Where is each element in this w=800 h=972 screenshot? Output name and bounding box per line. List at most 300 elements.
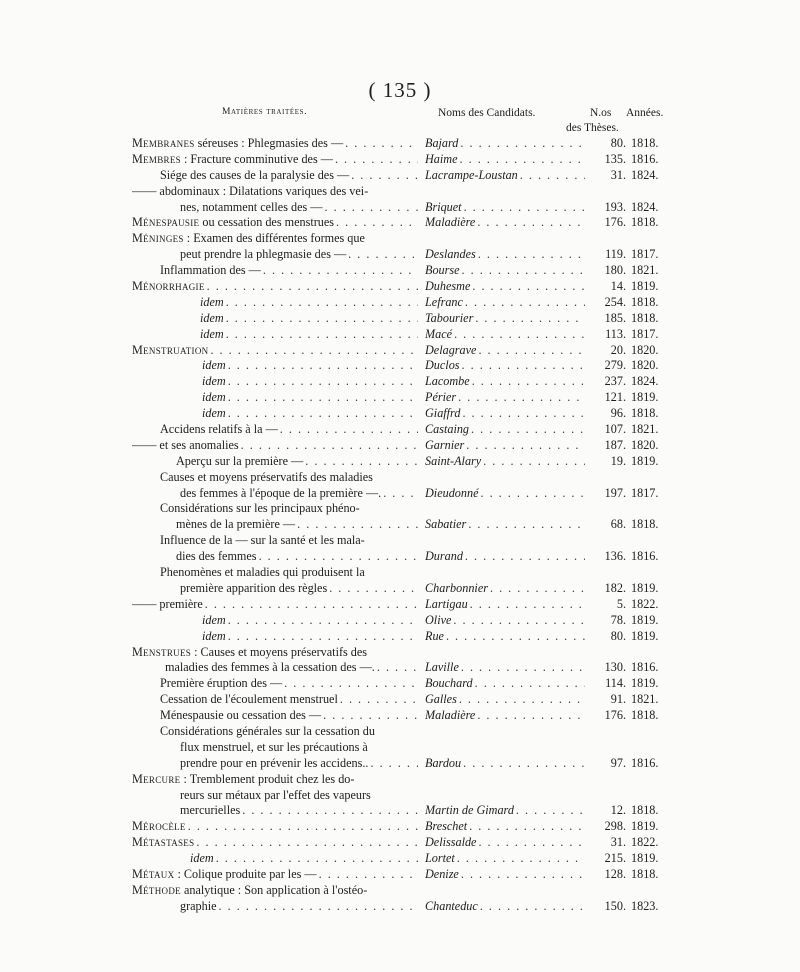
subject [132, 215, 418, 231]
subject-text: Cessation de l'écoulement menstruel [160, 692, 338, 707]
thesis-number: 176. [604, 708, 626, 723]
candidate-name [425, 835, 585, 851]
subject [132, 867, 418, 883]
subject-text: Phenomènes et maladies qui produisent la [160, 565, 365, 580]
table-row [0, 629, 800, 645]
subject-keyword: Méninges [132, 231, 184, 246]
subject-text: Siége des causes de la paralysie des — [160, 167, 350, 182]
thesis-number: 180. [604, 263, 626, 278]
thesis-number: 91. [610, 692, 626, 707]
dot-leader [370, 756, 418, 772]
thesis-year: 1819. [631, 453, 659, 468]
subject-text: : Tremblement produit chez les do- [180, 771, 355, 786]
subject-keyword: Mérocèle [132, 819, 186, 834]
subject-text: peut prendre la phlegmasie des — [180, 247, 347, 262]
thesis-year: 1824. [631, 199, 659, 214]
thesis-year: 1816. [631, 755, 659, 770]
table-row [0, 438, 800, 454]
thesis-number: 96. [610, 406, 626, 421]
candidate-name-text: Tabourier [425, 310, 474, 325]
table-row [0, 788, 800, 804]
dot-leader [477, 708, 585, 724]
thesis-year: 1818. [631, 310, 659, 325]
dot-leader [463, 756, 585, 772]
dot-leader [305, 454, 418, 470]
candidate-name [425, 390, 585, 406]
candidate-name [425, 803, 585, 819]
thesis-year: 1824. [631, 374, 659, 389]
candidate-name-text: Lortet [425, 851, 455, 866]
subject [132, 231, 418, 247]
thesis-year: 1823. [631, 898, 659, 913]
table-row [0, 645, 800, 661]
subject [132, 597, 418, 613]
subject [202, 613, 418, 629]
subject [132, 835, 418, 851]
table-row [0, 772, 800, 788]
table-row [0, 581, 800, 597]
subject [132, 343, 418, 359]
table-row [0, 231, 800, 247]
subject-text: Considérations sur les principaux phéno- [160, 501, 360, 516]
subject-text: idem [202, 628, 226, 643]
candidate-name-text: Maladière [425, 708, 476, 723]
table-row [0, 851, 800, 867]
subject-keyword: Membranes [132, 136, 195, 150]
subject [160, 501, 418, 517]
table-row [0, 136, 800, 152]
thesis-number: 31. [610, 167, 626, 182]
subject [132, 645, 418, 661]
subject-keyword: Métastases [132, 835, 195, 850]
subject-text: idem [200, 294, 224, 309]
subject-keyword: Menstruation [132, 342, 209, 357]
table-row [0, 406, 800, 422]
candidate-name [425, 422, 585, 438]
candidate-name-text: Breschet [425, 819, 468, 834]
candidate-name-text: Martin de Gimard [425, 803, 514, 818]
candidate-name [425, 660, 585, 676]
candidate-name [425, 867, 585, 883]
candidate-name-text: Sabatier [425, 517, 467, 532]
table-row [0, 899, 800, 915]
candidate-name-text: Lefranc [425, 294, 463, 309]
table-row [0, 215, 800, 231]
subject-keyword: Membres [132, 151, 181, 166]
table-row [0, 740, 800, 756]
thesis-year: 1819. [631, 819, 659, 834]
dot-leader [242, 803, 418, 819]
candidate-name-text: Rue [425, 628, 444, 643]
subject [132, 184, 418, 200]
table-row [0, 835, 800, 851]
table-row [0, 327, 800, 343]
candidate-name-text: Denize [425, 866, 459, 881]
subject-text: : Causes et moyens préservatifs des [191, 644, 368, 659]
candidate-name-text: Duhesme [425, 279, 471, 294]
dot-leader [461, 867, 585, 883]
dot-leader [516, 803, 585, 819]
subject [180, 247, 418, 263]
table-row [0, 454, 800, 470]
thesis-year: 1820. [631, 342, 659, 357]
dot-leader [335, 152, 418, 168]
dot-leader [459, 692, 585, 708]
dot-leader [446, 629, 585, 645]
dot-leader [345, 136, 418, 152]
dot-leader [490, 581, 585, 597]
dot-leader [228, 374, 418, 390]
thesis-number: 119. [605, 247, 626, 262]
header-annees: Années. [626, 107, 664, 119]
dot-leader [297, 517, 418, 533]
thesis-year: 1820. [631, 358, 659, 373]
subject-text: ou cessation des menstrues [199, 215, 335, 230]
dot-leader [461, 660, 585, 676]
dot-leader [453, 613, 585, 629]
candidate-name-text: Duclos [425, 358, 460, 373]
dot-leader [226, 295, 418, 311]
thesis-year: 1822. [631, 835, 659, 850]
subject-text: —— et ses anomalies [132, 437, 239, 452]
thesis-year: 1819. [631, 628, 659, 643]
candidate-name-text: Bourse [425, 263, 460, 278]
thesis-year: 1818. [631, 406, 659, 421]
thesis-number: 19. [610, 453, 626, 468]
dot-leader [475, 676, 585, 692]
candidate-name [425, 676, 585, 692]
dot-leader [323, 708, 418, 724]
thesis-year: 1819. [631, 676, 659, 691]
subject-text: idem [200, 310, 224, 325]
thesis-number: 68. [610, 517, 626, 532]
subject [180, 740, 418, 756]
candidate-name [425, 486, 585, 502]
subject-text: reurs sur métaux par l'effet des vapeurs [180, 787, 371, 802]
header-numero: N.os [590, 107, 612, 119]
dot-leader [475, 311, 585, 327]
dot-leader [483, 454, 585, 470]
subject-text: idem [202, 374, 226, 389]
dot-leader [228, 358, 418, 374]
candidate-name-text: Chanteduc [425, 898, 478, 913]
table-row [0, 613, 800, 629]
thesis-year: 1816. [631, 151, 659, 166]
subject-text: idem [202, 406, 226, 421]
table-row [0, 819, 800, 835]
candidate-name [425, 295, 585, 311]
dot-leader [458, 390, 585, 406]
dot-leader [263, 263, 418, 279]
candidate-name-text: Laville [425, 660, 459, 675]
subject-text: —— première [132, 596, 203, 611]
subject-keyword: Métaux [132, 866, 175, 881]
thesis-number: 150. [604, 898, 626, 913]
subject [180, 899, 418, 915]
candidate-name-text: Briquet [425, 199, 462, 214]
dot-leader [477, 215, 585, 231]
candidate-name [425, 311, 585, 327]
subject-keyword: Ménespausie [132, 215, 200, 230]
subject-text: idem [202, 390, 226, 405]
dot-leader [478, 247, 585, 263]
dot-leader [480, 899, 585, 915]
table-row [0, 200, 800, 216]
subject-text: maladies des femmes à la cessation des —. [165, 660, 375, 675]
table-row [0, 184, 800, 200]
dot-leader [462, 406, 585, 422]
table-row [0, 295, 800, 311]
candidate-name [425, 327, 585, 343]
candidate-name-text: Dieudonné [425, 485, 479, 500]
subject [132, 152, 418, 168]
dot-leader [478, 343, 585, 359]
subject [180, 200, 418, 216]
subject [132, 883, 418, 899]
candidate-name [425, 279, 585, 295]
candidate-name [425, 899, 585, 915]
candidate-name-text: Garnier [425, 437, 465, 452]
candidate-name-text: Galles [425, 692, 457, 707]
subject [165, 660, 418, 676]
table-row [0, 390, 800, 406]
dot-leader [348, 247, 418, 263]
dot-leader [226, 311, 418, 327]
thesis-year: 1821. [631, 263, 659, 278]
candidate-name [425, 819, 585, 835]
thesis-number: 121. [604, 390, 626, 405]
subject [176, 454, 418, 470]
subject [132, 438, 418, 454]
thesis-number: 197. [604, 485, 626, 500]
page-number: ( 135 ) [368, 78, 432, 102]
thesis-year: 1818. [631, 136, 659, 150]
subject [200, 327, 418, 343]
thesis-number: 107. [604, 422, 626, 437]
thesis-year: 1818. [631, 294, 659, 309]
candidate-name [425, 200, 585, 216]
subject [160, 533, 418, 549]
candidate-name [425, 358, 585, 374]
thesis-number: 193. [604, 199, 626, 214]
dot-leader [228, 629, 418, 645]
table-row [0, 358, 800, 374]
candidate-name-text: Bouchard [425, 676, 473, 691]
thesis-year: 1819. [631, 580, 659, 595]
thesis-number: 254. [604, 294, 626, 309]
table-row [0, 676, 800, 692]
thesis-year: 1819. [631, 279, 659, 294]
subject [160, 565, 418, 581]
thesis-number: 176. [604, 215, 626, 230]
thesis-year: 1819. [631, 851, 659, 866]
subject-text: idem [202, 358, 226, 373]
subject-text: Accidens relatifs à la — [160, 422, 278, 437]
dot-leader [478, 835, 585, 851]
subject-text: —— abdominaux : Dilatations variques des vei- [132, 183, 369, 198]
subject-text: Causes et moyens préservatifs des maladies [160, 469, 373, 484]
subject-text: Première éruption des — [160, 676, 283, 691]
candidate-name-text: Delissalde [425, 835, 477, 850]
table-row [0, 422, 800, 438]
subject-text: prendre pour en prévenir les accidens.. [180, 755, 369, 770]
dot-leader [207, 279, 418, 295]
dot-leader [188, 819, 418, 835]
table-row [0, 756, 800, 772]
table-row [0, 311, 800, 327]
dot-leader [472, 279, 585, 295]
dot-leader [210, 343, 418, 359]
table-row [0, 883, 800, 899]
table-row [0, 374, 800, 390]
candidate-name [425, 152, 585, 168]
dot-leader [241, 438, 418, 454]
table-row [0, 263, 800, 279]
candidate-name [425, 549, 585, 565]
thesis-number: 12. [610, 803, 626, 818]
dot-leader [336, 215, 418, 231]
candidate-name [425, 581, 585, 597]
dot-leader [468, 517, 585, 533]
subject-text: Aperçu sur la première — [176, 453, 304, 468]
subject-text: première apparition des règles [180, 580, 328, 595]
candidate-name [425, 406, 585, 422]
candidate-name-text: Périer [425, 390, 457, 405]
subject [160, 676, 418, 692]
header-numero-line2: des Thèses. [566, 122, 619, 134]
candidate-name-text: Durand [425, 549, 463, 564]
dot-leader [470, 597, 585, 613]
table-row [0, 549, 800, 565]
candidate-name-text: Deslandes [425, 247, 476, 262]
subject [202, 629, 418, 645]
subject-keyword: Mercure [132, 771, 181, 786]
subject [202, 406, 418, 422]
subject [180, 788, 418, 804]
thesis-number: 187. [604, 437, 626, 452]
thesis-number: 136. [604, 549, 626, 564]
subject [132, 279, 418, 295]
dot-leader [520, 168, 585, 184]
subject-text: Ménespausie ou cessation des — [160, 708, 322, 723]
subject [160, 422, 418, 438]
table-row [0, 533, 800, 549]
subject-text: Inflammation des — [160, 263, 261, 278]
table-row [0, 565, 800, 581]
subject-text: : Examen des différentes formes que [183, 231, 365, 246]
candidate-name-text: Saint-Alary [425, 453, 482, 468]
thesis-number: 14. [610, 279, 626, 294]
thesis-number: 128. [604, 866, 626, 881]
thesis-year: 1818. [631, 517, 659, 532]
subject-keyword: Méthode [132, 882, 181, 897]
candidate-name-text: Charbonnier [425, 580, 488, 595]
candidate-name-text: Bardou [425, 755, 462, 770]
thesis-number: 20. [610, 342, 626, 357]
thesis-number: 31. [610, 835, 626, 850]
thesis-number: 130. [604, 660, 626, 675]
candidate-name [425, 851, 585, 867]
dot-leader [284, 676, 418, 692]
candidate-name [425, 613, 585, 629]
candidate-name-text: Macé [425, 326, 453, 341]
dot-leader [469, 819, 585, 835]
subject [202, 390, 418, 406]
thesis-number: 182. [604, 580, 626, 595]
subject [160, 692, 418, 708]
dot-leader [340, 692, 418, 708]
subject [160, 168, 418, 184]
dot-leader [228, 406, 418, 422]
thesis-number: 97. [610, 755, 626, 770]
dot-leader [219, 899, 418, 915]
candidate-name-text: Bajard [425, 136, 459, 150]
dot-leader [228, 613, 418, 629]
candidate-name [425, 136, 585, 152]
subject [190, 851, 418, 867]
subject-text: séreuses : Phlegmasies des — [194, 136, 344, 150]
subject-text: : Fracture comminutive des — [180, 151, 333, 166]
candidate-name [425, 454, 585, 470]
dot-leader [457, 851, 585, 867]
subject [132, 136, 418, 152]
thesis-number: 279. [604, 358, 626, 373]
dot-leader [383, 486, 418, 502]
thesis-year: 1821. [631, 422, 659, 437]
subject-text: mènes de la première — [176, 517, 296, 532]
thesis-year: 1820. [631, 437, 659, 452]
table-row [0, 803, 800, 819]
subject-text: dies des femmes [176, 549, 257, 564]
candidate-name [425, 343, 585, 359]
entry-list [0, 136, 800, 915]
subject-text: Influence de la — sur la santé et les mala- [160, 533, 365, 548]
candidate-name-text: Castaing [425, 422, 470, 437]
candidate-name [425, 374, 585, 390]
candidate-name [425, 263, 585, 279]
table-row [0, 692, 800, 708]
subject [180, 756, 418, 772]
candidate-name-text: Delagrave [425, 342, 477, 357]
thesis-number: 185. [604, 310, 626, 325]
subject-text: flux menstruel, et sur les précautions à [180, 739, 368, 754]
subject-text: des femmes à l'époque de la première —. [180, 485, 382, 500]
dot-leader [466, 438, 585, 454]
table-row [0, 517, 800, 533]
dot-leader [259, 549, 418, 565]
header-matieres: Matières traitées. [222, 107, 308, 117]
subject [200, 311, 418, 327]
table-row [0, 152, 800, 168]
candidate-name-text: Haime [425, 151, 458, 166]
candidate-name [425, 215, 585, 231]
subject-text: graphie [180, 898, 217, 913]
table-row [0, 867, 800, 883]
table-row [0, 168, 800, 184]
subject [180, 803, 418, 819]
dot-leader [325, 200, 419, 216]
thesis-number: 298. [604, 819, 626, 834]
candidate-name [425, 168, 585, 184]
subject [180, 581, 418, 597]
dot-leader [319, 867, 418, 883]
table-row [0, 597, 800, 613]
candidate-name-text: Olive [425, 612, 452, 627]
candidate-name [425, 597, 585, 613]
thesis-year: 1819. [631, 390, 659, 405]
subject-text: Considérations générales sur la cessation du [160, 723, 375, 738]
candidate-name [425, 438, 585, 454]
